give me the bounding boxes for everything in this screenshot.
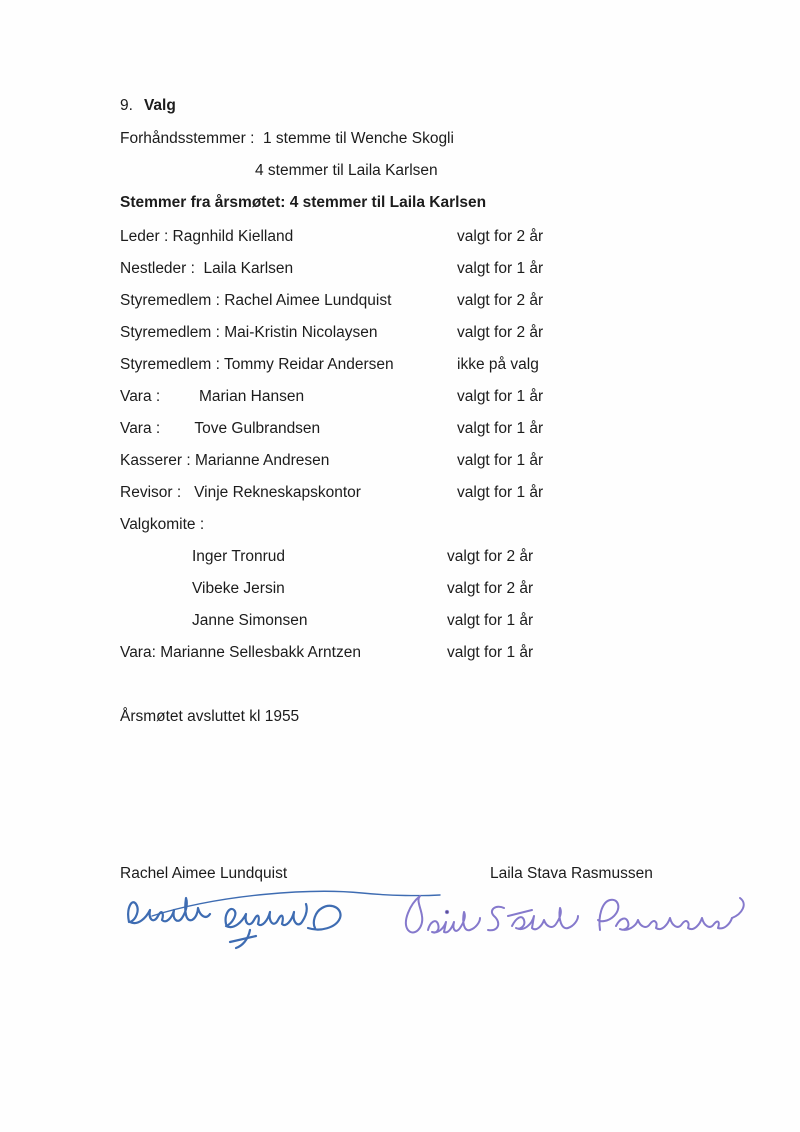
laila-signature-image (400, 886, 752, 948)
meeting-closed-line: Årsmøtet avsluttet kl 1955 (120, 708, 300, 725)
role-name: Styremedlem : Mai-Kristin Nicolaysen (120, 324, 378, 341)
term-value: valgt for 2 år (457, 324, 544, 341)
meeting-votes-line: Stemmer fra årsmøtet: 4 stemmer til Laila Karlsen (120, 194, 487, 211)
role-name: Vara : Tove Gulbrandsen (120, 420, 321, 437)
document-content (120, 95, 760, 884)
election-row (120, 386, 760, 418)
term-value: valgt for 1 år (457, 484, 544, 501)
section-heading (120, 95, 760, 128)
role-name: Styremedlem : Rachel Aimee Lundquist (120, 292, 392, 309)
section-number: 9. (120, 97, 133, 114)
role-name: Vibeke Jersin (192, 580, 285, 597)
term-value: valgt for 2 år (457, 292, 544, 309)
role-name: Leder : Ragnhild Kielland (120, 228, 294, 245)
printed-name-left: Rachel Aimee Lundquist (120, 865, 288, 882)
term-value: valgt for 2 år (447, 548, 534, 565)
role-name: Vara : Marian Hansen (120, 388, 305, 405)
section-title: Valg (143, 97, 176, 114)
election-row (120, 450, 760, 482)
election-row (120, 546, 760, 578)
election-row (120, 610, 760, 642)
election-row (120, 482, 760, 514)
role-name: Vara: Marianne Sellesbakk Arntzen (120, 644, 361, 661)
term-value: valgt for 1 år (447, 644, 534, 661)
election-row (120, 418, 760, 450)
advance-votes-line: Forhåndsstemmer : 1 stemme til Wenche Skogli (120, 130, 454, 147)
term-value: valgt for 1 år (457, 452, 544, 469)
signature-names-row (120, 863, 760, 884)
term-value: valgt for 1 år (457, 260, 544, 277)
role-name: Janne Simonsen (192, 612, 308, 629)
printed-name-right: Laila Stava Rasmussen (490, 865, 653, 882)
election-row (120, 226, 760, 258)
term-value: valgt for 1 år (457, 420, 544, 437)
election-row (120, 354, 760, 386)
role-name: Inger Tronrud (192, 548, 286, 565)
term-value: valgt for 1 år (447, 612, 534, 629)
role-name: Kasserer : Marianne Andresen (120, 452, 330, 469)
term-value: valgt for 2 år (447, 580, 534, 597)
term-value: ikke på valg (457, 356, 539, 373)
election-row (120, 290, 760, 322)
election-row (120, 642, 760, 674)
advance-votes-line-2: 4 stemmer til Laila Karlsen (255, 162, 438, 179)
role-name: Nestleder : Laila Karlsen (120, 260, 294, 277)
rachel-signature-image (122, 884, 444, 952)
election-row (120, 322, 760, 354)
election-row-valgkomite-header (120, 514, 760, 546)
term-value: valgt for 1 år (457, 388, 544, 405)
election-row (120, 578, 760, 610)
role-name: Styremedlem : Tommy Reidar Andersen (120, 356, 394, 373)
election-row (120, 258, 760, 290)
role-name: Valgkomite : (120, 516, 205, 533)
role-name: Revisor : Vinje Rekneskapskontor (120, 484, 361, 501)
term-value: valgt for 2 år (457, 228, 544, 245)
